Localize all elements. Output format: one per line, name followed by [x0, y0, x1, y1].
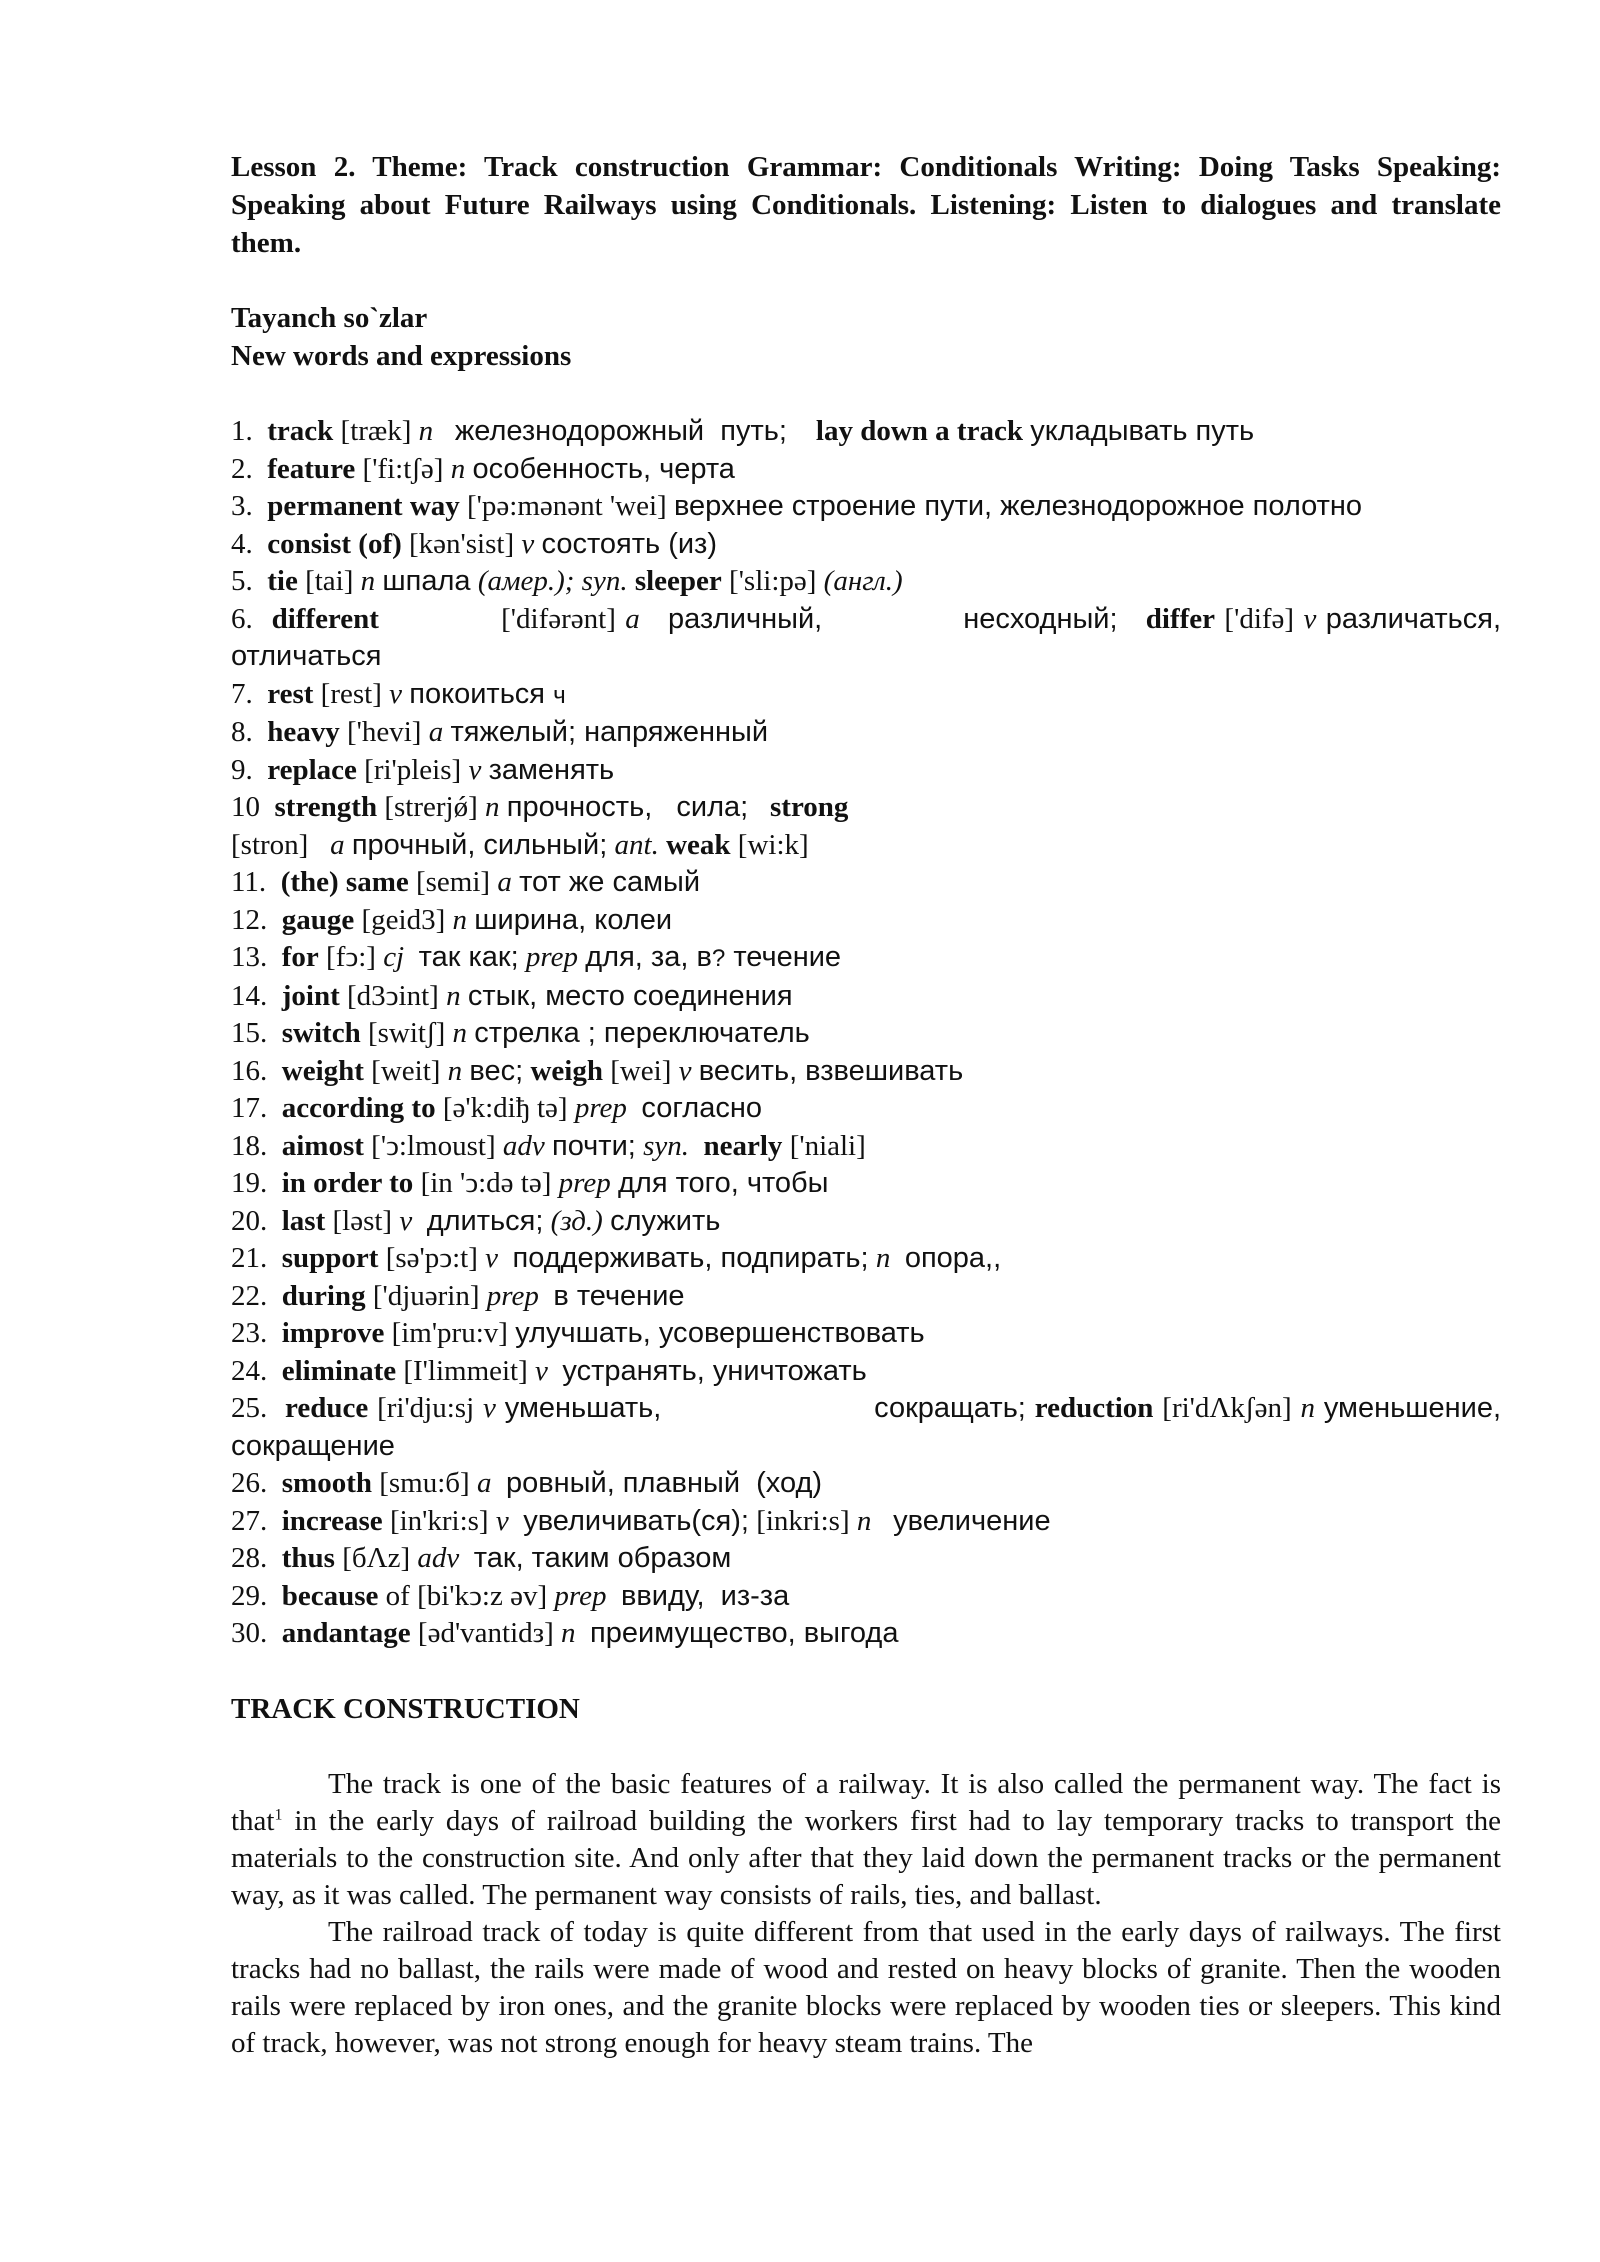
vocab-number: 27.	[231, 1504, 268, 1537]
vocab-item	[231, 1540, 1501, 1578]
vocab-item	[231, 1165, 1501, 1203]
vocab-entry: because of [bi'kↄ:z əv] prep ввиду, из-за	[281, 1579, 790, 1612]
vocab-entry: weight [weit] n вес; weigh [wei] v весить, взвешивать	[281, 1054, 964, 1087]
vocab-item	[231, 1128, 1501, 1166]
vocab-number: 30.	[231, 1617, 268, 1649]
vocab-item	[231, 488, 1501, 526]
vocab-entry: track [træk] n железнодорожный путь; lay down a track укладывать путь	[267, 415, 1255, 447]
vocab-item	[231, 1278, 1501, 1316]
vocab-item	[231, 601, 1501, 676]
vocab-number: 6.	[231, 602, 253, 635]
vocab-entry: andantage [əd'vantidз] n преимущество, выгода	[281, 1617, 899, 1649]
vocab-item	[231, 1503, 1501, 1541]
vocab-entry: switch [switʃ] n стрелка ; переключатель	[281, 1017, 810, 1049]
vocab-number: 21.	[231, 1242, 268, 1274]
vocab-entry: rest [rest] v покоиться ч	[267, 677, 566, 710]
vocab-number: 1.	[231, 415, 253, 447]
vocab-number: 5.	[231, 565, 253, 597]
vocab-entry: smooth [smu:б] a ровный, плавный (ход)	[281, 1467, 823, 1499]
keywords-uz-title: Tayanch so`zlar	[231, 302, 428, 334]
vocab-entry: replace [ri'pleis] v заменять	[267, 753, 615, 786]
vocab-number: 24.	[231, 1354, 268, 1387]
vocab-number: 17.	[231, 1092, 268, 1124]
vocab-number: 13.	[231, 941, 268, 973]
vocab-item	[231, 1203, 1501, 1241]
vocab-number: 14.	[231, 979, 268, 1012]
vocab-item	[231, 1015, 1501, 1053]
vocab-entry: heavy ['hevi] a тяжелый; напряженный	[267, 716, 769, 748]
vocab-item	[231, 413, 1501, 451]
keywords-block	[231, 300, 1501, 375]
vocab-entry: last [ləst] v длиться; (зд.) служить	[281, 1204, 721, 1237]
vocab-number: 15.	[231, 1017, 268, 1049]
vocab-item	[231, 451, 1501, 489]
vocab-item	[231, 714, 1501, 752]
lesson-heading: Lesson 2. Theme: Track construction Grammar: Conditionals Writing: Doing Tasks Speaking: Speaking about Future Railways using Conditionals. Listening: Listen to dialogues and translate them.	[231, 151, 1501, 259]
vocab-entry: thus [бΛz] adv так, таким образом	[281, 1542, 732, 1574]
vocab-entry: gauge [geid3] n ширина, колеи	[281, 903, 673, 936]
vocab-entry: (the) same [semi] a тот же самый	[280, 866, 701, 898]
vocab-entry: consist (of) [kən'sist] v состоять (из)	[267, 527, 718, 560]
vocab-number: 20.	[231, 1204, 268, 1237]
vocab-number: 16.	[231, 1054, 268, 1087]
vocab-number: 4.	[231, 527, 253, 560]
vocabulary-list	[231, 413, 1501, 1653]
vocab-item	[231, 526, 1501, 564]
vocab-item	[231, 902, 1501, 940]
vocab-entry: eliminate [I'limmeit] v устранять, уничтожать	[281, 1354, 867, 1387]
vocab-number: 23.	[231, 1317, 268, 1349]
keywords-en-title: New words and expressions	[231, 339, 572, 372]
vocab-item	[231, 1090, 1501, 1128]
vocab-item	[231, 1053, 1501, 1091]
vocab-entry: increase [in'kri:s] v увеличивать(ся); [inkri:s] n увеличение	[281, 1504, 1051, 1537]
vocab-number: 7.	[231, 677, 253, 710]
vocab-item	[231, 676, 1501, 715]
vocab-item	[231, 1390, 1501, 1465]
vocab-entry: feature ['fi:tʃə] n особенность, черта	[267, 452, 735, 485]
vocab-number: 10	[231, 791, 260, 823]
vocab-entry: aimost ['ↄ:lmoust] adv почти; syn. nearly ['niali]	[281, 1129, 866, 1162]
vocab-number: 8.	[231, 716, 253, 748]
vocab-number: 11.	[231, 866, 267, 898]
vocab-entry: for [fↄ:] cj так как; prep для, за, в? течение	[281, 941, 842, 973]
vocab-entry: support [sə'pↄ:t] v поддерживать, подпирать; n опора,,	[281, 1242, 1002, 1274]
vocab-entry: permanent way ['pə:mənənt 'wei] верхнее строение пути, железнодорожное полотно	[267, 490, 1363, 522]
vocab-number: 18.	[231, 1129, 268, 1162]
vocab-item	[231, 752, 1501, 790]
vocab-item	[231, 978, 1501, 1016]
vocab-number: 12.	[231, 903, 268, 936]
vocab-number: 22.	[231, 1279, 268, 1312]
vocab-entry: reduce [ri'dju:sj v уменьшать, сокращать; reduction [ri'dΛkʃən] n уменьшение, сокращение	[231, 1392, 1502, 1462]
vocab-number: 19.	[231, 1167, 268, 1199]
vocab-entry: joint [d3ↄint] n стык, место соединения	[281, 979, 793, 1012]
vocab-number: 28.	[231, 1542, 268, 1574]
vocab-item	[231, 1353, 1501, 1391]
vocab-item	[231, 1240, 1501, 1278]
vocab-number: 2.	[231, 452, 253, 485]
vocab-item	[231, 939, 1501, 978]
vocab-item	[231, 563, 1501, 601]
vocab-entry: tie [tai] n шпала (амер.); syn. sleeper ['sli:pə] (англ.)	[267, 565, 903, 597]
vocab-number: 3.	[231, 490, 253, 522]
vocab-item	[231, 1615, 1501, 1653]
vocab-item	[231, 789, 1501, 864]
vocab-entry: according to [ə'k:diђ tə] prep согласно	[281, 1092, 762, 1124]
vocab-number: 9.	[231, 753, 253, 786]
vocab-entry: improve [im'pru:v] улучшать, усовершенствовать	[281, 1317, 925, 1349]
vocab-entry: in order to [in 'ↄ:də tə] prep для того, чтобы	[281, 1167, 829, 1199]
section-title: TRACK CONSTRUCTION	[231, 1692, 580, 1725]
text-paragraph: The railroad track of today is quite different from that used in the early days of railways. The first tracks had no ballast, the rails were made of wood and rested on heavy blocks of granite. Then the wooden rails were replaced by iron ones, and the granite blocks were replaced by wooden ties or sleepers. This kind of track, however, was not strong enough for heavy steam trains. The	[231, 1916, 1501, 2059]
vocab-item	[231, 1315, 1501, 1353]
vocab-number: 29.	[231, 1579, 268, 1612]
document-page	[231, 148, 1501, 2062]
vocab-entry: strength [strerjǿ] n прочность, сила; strong [stron] a прочный, сильный; ant. weak [wi:k]	[231, 791, 849, 861]
text-paragraph: The track is one of the basic features of a railway. It is also called the permanent way. The fact is that$^1$ in the early days of railroad building the workers first had to lay temporary tracks to transport the materials to the construction site. And only after that they laid down the permanent tracks or the permanent way, as it was called. The permanent way consists of rails, ties, and ballast.	[231, 1768, 1501, 1911]
vocab-number: 26.	[231, 1467, 268, 1499]
vocab-entry: different ['difərənt] a различный, несходный; differ ['difə] v различаться, отличаться	[231, 602, 1502, 672]
vocab-item	[231, 864, 1501, 902]
vocab-item	[231, 1578, 1501, 1616]
vocab-entry: during ['djuərin] prep в течение	[281, 1279, 685, 1312]
vocab-number: 25.	[231, 1392, 268, 1424]
vocab-item	[231, 1465, 1501, 1503]
